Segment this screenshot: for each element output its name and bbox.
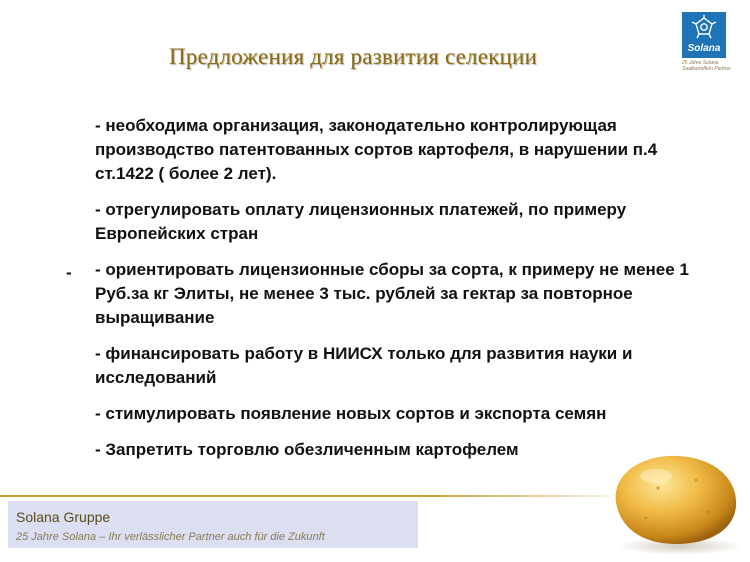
proposal-list — [95, 114, 695, 474]
logo-badge — [682, 12, 726, 58]
logo-wordmark: Solana — [687, 43, 721, 54]
bullet-marker: - — [66, 263, 72, 282]
logo-tagline-line-2: Saatkartoffeln Partner — [682, 66, 731, 72]
footer-company-name: Solana Gruppe — [16, 509, 111, 525]
footer-slogan: 25 Jahre Solana – Ihr verlässlicher Partner auch für die Zukunft — [16, 531, 325, 543]
proposal-item: - необходима организация, законодательно контролирующая производство патентованных сортов картофеля, в нарушении п.4 ст.1422 ( более 2 лет). — [95, 116, 658, 183]
proposal-item: - стимулировать появление новых сортов и экспорта семян — [95, 404, 607, 423]
potato-image — [598, 440, 748, 558]
logo-tagline — [682, 60, 742, 72]
proposal-item: - ориентировать лицензионные сборы за сорта, к примеру не менее 1 Руб.за кг Элиты, не менее 3 тыс. рублей за гектар за повторное выращивание — [95, 260, 689, 327]
proposal-item: - финансировать работу в НИИСХ только для развития науки и исследований — [95, 344, 633, 387]
footer-divider — [0, 495, 610, 497]
solana-logo — [682, 12, 742, 80]
proposal-item: - отрегулировать оплату лицензионных платежей, по примеру Европейских стран — [95, 200, 627, 243]
logo-tagline-line-1: 25 Jahre Solana — [682, 60, 719, 66]
flower-icon — [686, 15, 722, 45]
proposal-item: - Запретить торговлю обезличенным картофелем — [95, 440, 519, 459]
slide-title: Предложения для развития селекции — [168, 44, 538, 69]
